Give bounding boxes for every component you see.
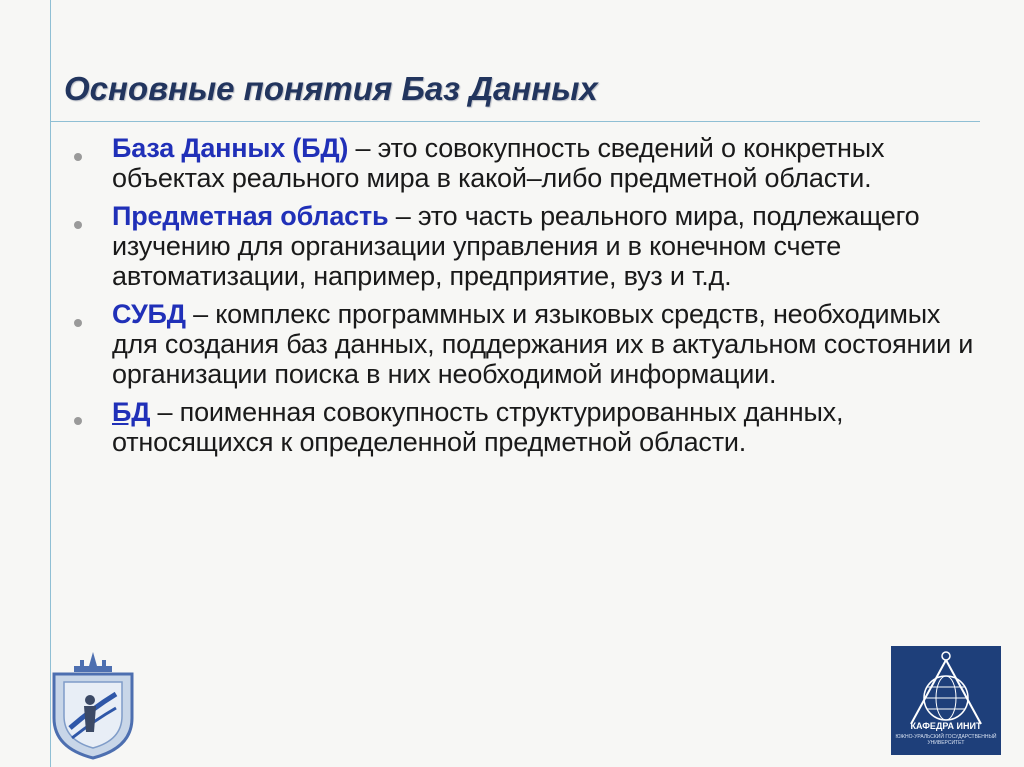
item-text [112, 397, 982, 457]
university-crest-logo [50, 648, 136, 760]
item-text [112, 133, 982, 193]
bullet-dot-icon [74, 319, 82, 327]
title-underline-rule [50, 121, 980, 122]
item-term: СУБД [112, 299, 186, 329]
item-text [112, 201, 982, 291]
item-dash: – [388, 201, 418, 231]
list-item [72, 201, 982, 291]
item-dash: – [150, 397, 180, 427]
department-logo-subtitle: ЮЖНО-УРАЛЬСКИЙ ГОСУДАРСТВЕННЫЙ УНИВЕРСИТЕТ [895, 734, 997, 746]
item-definition: это совокупность сведений о конкретных объектах реального мира в какой–либо предметной области. [112, 133, 885, 193]
slide-title: Основные понятия Баз Данных [64, 70, 598, 107]
item-dash: – [185, 299, 216, 329]
item-term: База Данных (БД) [112, 133, 349, 163]
bullet-list [72, 133, 982, 465]
list-item [72, 397, 982, 457]
department-logo [891, 646, 1001, 755]
item-text [112, 299, 982, 389]
department-logo-label: КАФЕДРА ИНИТ [910, 721, 982, 731]
item-definition: комплекс программных и языковых средств, необходимых для создания баз данных, поддержания их в актуальном состоянии и организации поиска в них необходимой информации. [112, 299, 974, 389]
bullet-dot-icon [74, 221, 82, 229]
item-definition: это часть реального мира, подлежащего изучению для организации управления и в конечном счете автоматизации, например, предприятие, вуз и т.д. [112, 201, 920, 291]
item-definition: поименная совокупность структурированных данных, относящихся к определенной предметной области. [112, 397, 844, 457]
bullet-dot-icon [74, 153, 82, 161]
item-dash: – [348, 133, 378, 163]
list-item [72, 133, 982, 193]
item-term: БД [112, 397, 151, 427]
list-item [72, 299, 982, 389]
crest-icon [50, 648, 136, 760]
item-term: Предметная область [112, 201, 389, 231]
bullet-dot-icon [74, 417, 82, 425]
